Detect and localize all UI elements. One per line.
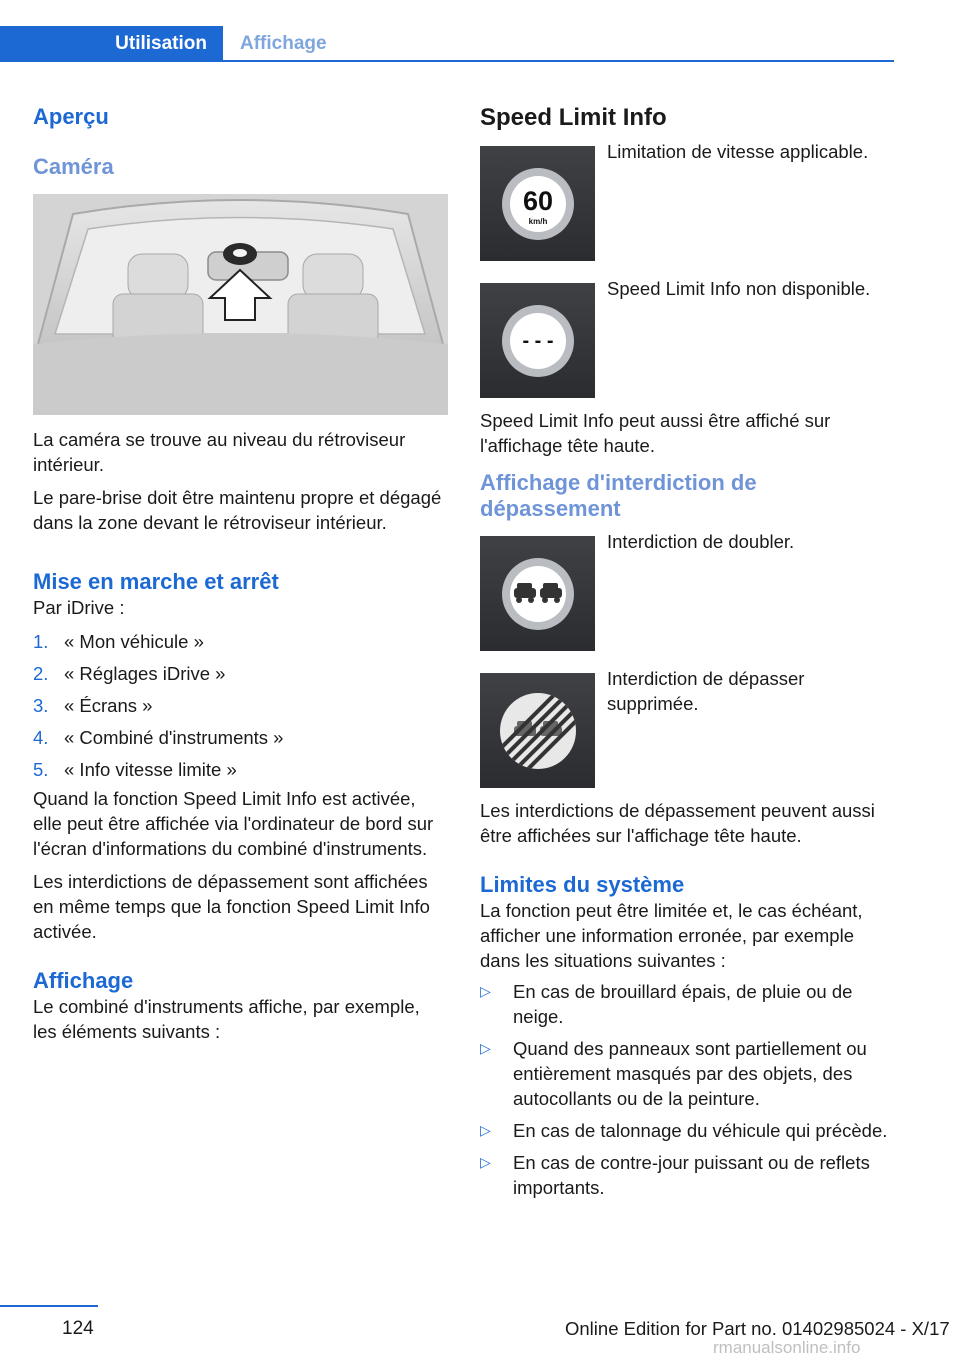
list-item bbox=[33, 690, 448, 722]
paragraph-camera-location: La caméra se trouve au niveau du rétroviseur intérieur. bbox=[33, 429, 406, 475]
paragraph-interdictions: Les interdictions de dépassement sont affichées en même temps que la fonction Speed Limit Info activée. bbox=[33, 871, 430, 942]
bullet-text: Quand des panneaux sont partiellement ou entièrement masqués par des objets, des autocollants ou de la peinture. bbox=[513, 1038, 867, 1109]
list-item bbox=[33, 626, 448, 658]
unavailable-symbol: - - - bbox=[521, 329, 554, 352]
footer-rule bbox=[0, 1305, 98, 1307]
bullet-text: En cas de brouillard épais, de pluie ou de neige. bbox=[513, 981, 853, 1027]
step-number: 2. bbox=[33, 663, 49, 684]
list-item bbox=[33, 658, 448, 690]
steps-list bbox=[33, 626, 448, 786]
sign-row-no-overtaking bbox=[480, 531, 896, 651]
list-item bbox=[480, 979, 896, 1029]
heading-camera: Caméra bbox=[33, 154, 114, 179]
sign-row-end-no-overtaking bbox=[480, 668, 896, 788]
heading-limites: Limites du système bbox=[480, 872, 685, 897]
triangle-bullet-icon: ▷ bbox=[480, 1154, 491, 1170]
paragraph-combine: Le combiné d'instruments affiche, par exemple, les éléments suivants : bbox=[33, 996, 420, 1042]
step-text: « Combiné d'instruments » bbox=[64, 727, 284, 748]
header-tabs bbox=[0, 26, 894, 62]
heading-interdiction: Affichage d'interdiction de dépassement bbox=[480, 470, 757, 521]
no-overtaking-icon bbox=[480, 536, 595, 651]
step-number: 1. bbox=[33, 631, 49, 652]
page-number: 124 bbox=[62, 1318, 94, 1339]
tab-utilisation[interactable]: Utilisation bbox=[0, 26, 223, 62]
paragraph-speed-hud: Speed Limit Info peut aussi être affiché sur l'affichage tête haute. bbox=[480, 410, 831, 456]
step-number: 5. bbox=[33, 759, 49, 780]
list-item bbox=[33, 722, 448, 754]
sign-description: Speed Limit Info non disponible. bbox=[607, 278, 871, 299]
end-no-overtaking-icon bbox=[480, 673, 595, 788]
sign-row-unavailable bbox=[480, 278, 896, 398]
paragraph-windshield: Le pare-brise doit être maintenu propre et dégagé dans la zone devant le rétroviseur intérieur. bbox=[33, 487, 442, 533]
list-item bbox=[33, 754, 448, 786]
heading-affichage: Affichage bbox=[33, 968, 134, 993]
step-text: « Info vitesse limite » bbox=[64, 759, 237, 780]
step-text: « Écrans » bbox=[64, 695, 153, 716]
list-item bbox=[480, 1118, 896, 1143]
paragraph-par-idrive: Par iDrive : bbox=[33, 597, 125, 618]
sign-description: Limitation de vitesse applicable. bbox=[607, 141, 869, 162]
speed-value: 60 bbox=[522, 185, 553, 216]
left-column bbox=[33, 100, 448, 1044]
sign-row-60 bbox=[480, 141, 896, 261]
triangle-bullet-icon: ▷ bbox=[480, 1040, 491, 1056]
list-item bbox=[480, 1036, 896, 1111]
edition-text: Online Edition for Part no. 01402985024 - X/17 bbox=[565, 1318, 950, 1339]
step-number: 4. bbox=[33, 727, 49, 748]
step-text: « Réglages iDrive » bbox=[64, 663, 226, 684]
bullet-text: En cas de talonnage du véhicule qui précède. bbox=[513, 1120, 888, 1141]
heading-mise-en-marche: Mise en marche et arrêt bbox=[33, 569, 279, 594]
watermark: rmanualsonline.info bbox=[713, 1338, 861, 1357]
triangle-bullet-icon: ▷ bbox=[480, 983, 491, 999]
speed-unit: km/h bbox=[528, 216, 547, 226]
camera-image bbox=[33, 194, 448, 415]
camera-illustration bbox=[33, 194, 448, 415]
limits-list bbox=[480, 979, 896, 1200]
triangle-bullet-icon: ▷ bbox=[480, 1122, 491, 1138]
tab-affichage[interactable]: Affichage bbox=[240, 33, 327, 54]
speed-limit-unavailable-icon bbox=[480, 283, 595, 398]
step-text: « Mon véhicule » bbox=[64, 631, 204, 652]
list-item bbox=[480, 1150, 896, 1200]
heading-apercu: Aperçu bbox=[33, 104, 109, 129]
bullet-text: En cas de contre-jour puissant ou de reflets importants. bbox=[513, 1152, 870, 1198]
sign-description: Interdiction de dépasser supprimée. bbox=[607, 668, 805, 714]
header-rule bbox=[0, 60, 894, 62]
paragraph-interdiction-hud: Les interdictions de dépassement peuvent aussi être affichées sur l'affichage tête haute. bbox=[480, 800, 875, 846]
paragraph-limites: La fonction peut être limitée et, le cas échéant, afficher une information erronée, par exemple dans les situations suivantes : bbox=[480, 900, 863, 971]
speed-limit-60-icon bbox=[480, 146, 595, 261]
right-column bbox=[480, 100, 896, 1207]
heading-speed-limit-info: Speed Limit Info bbox=[480, 104, 667, 131]
paragraph-speed-limit-activated: Quand la fonction Speed Limit Info est activée, elle peut être affichée via l'ordinateur de bord sur l'écran d'informations du combiné d'instruments. bbox=[33, 788, 434, 859]
step-number: 3. bbox=[33, 695, 49, 716]
sign-description: Interdiction de doubler. bbox=[607, 531, 795, 552]
